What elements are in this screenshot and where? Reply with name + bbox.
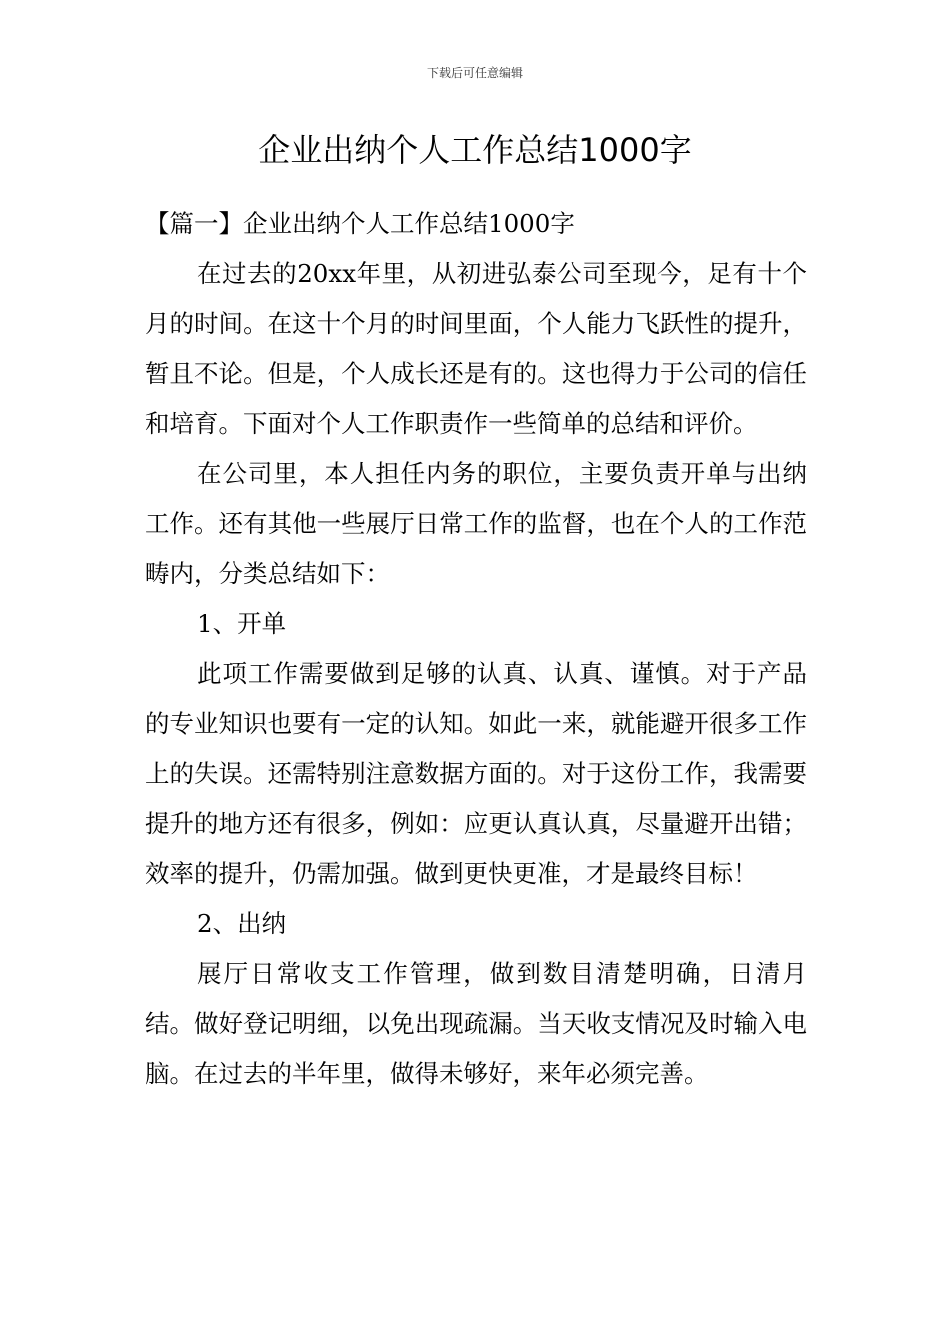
document-body bbox=[145, 199, 807, 1099]
item-heading-cashier: 2、出纳 bbox=[197, 909, 287, 938]
item-heading-billing: 1、开单 bbox=[197, 609, 287, 638]
header-note: 下载后可任意编辑 bbox=[426, 66, 523, 80]
document-title: 企业出纳个人工作总结1000字 bbox=[258, 131, 692, 169]
paragraph-responsibilities: 在公司里，本人担任内务的职位，主要负责开单与出纳工作。还有其他一些展厅日常工作的监督，也在个人的工作范畴内，分类总结如下： bbox=[145, 459, 807, 588]
paragraph-cashier: 展厅日常收支工作管理，做到数目清楚明确，日清月结。做好登记明细，以免出现疏漏。当天收支情况及时输入电脑。在过去的半年里，做得未够好，来年必须完善。 bbox=[145, 959, 807, 1088]
paragraph-billing: 此项工作需要做到足够的认真、认真、谨慎。对于产品的专业知识也要有一定的认知。如此一来，就能避开很多工作上的失误。还需特别注意数据方面的。对于这份工作，我需要提升的地方还有很多，例如：应更认真认真，尽量避开出错；效率的提升，仍需加强。做到更快更准，才是最终目标！ bbox=[145, 659, 807, 888]
section-heading: 【篇一】企业出纳个人工作总结1000字 bbox=[145, 209, 575, 238]
paragraph-intro: 在过去的20xx年里，从初进弘泰公司至现今，足有十个月的时间。在这十个月的时间里面，个人能力飞跃性的提升，暂且不论。但是，个人成长还是有的。这也得力于公司的信任和培育。下面对个人工作职责作一些简单的总结和评价。 bbox=[145, 259, 807, 438]
